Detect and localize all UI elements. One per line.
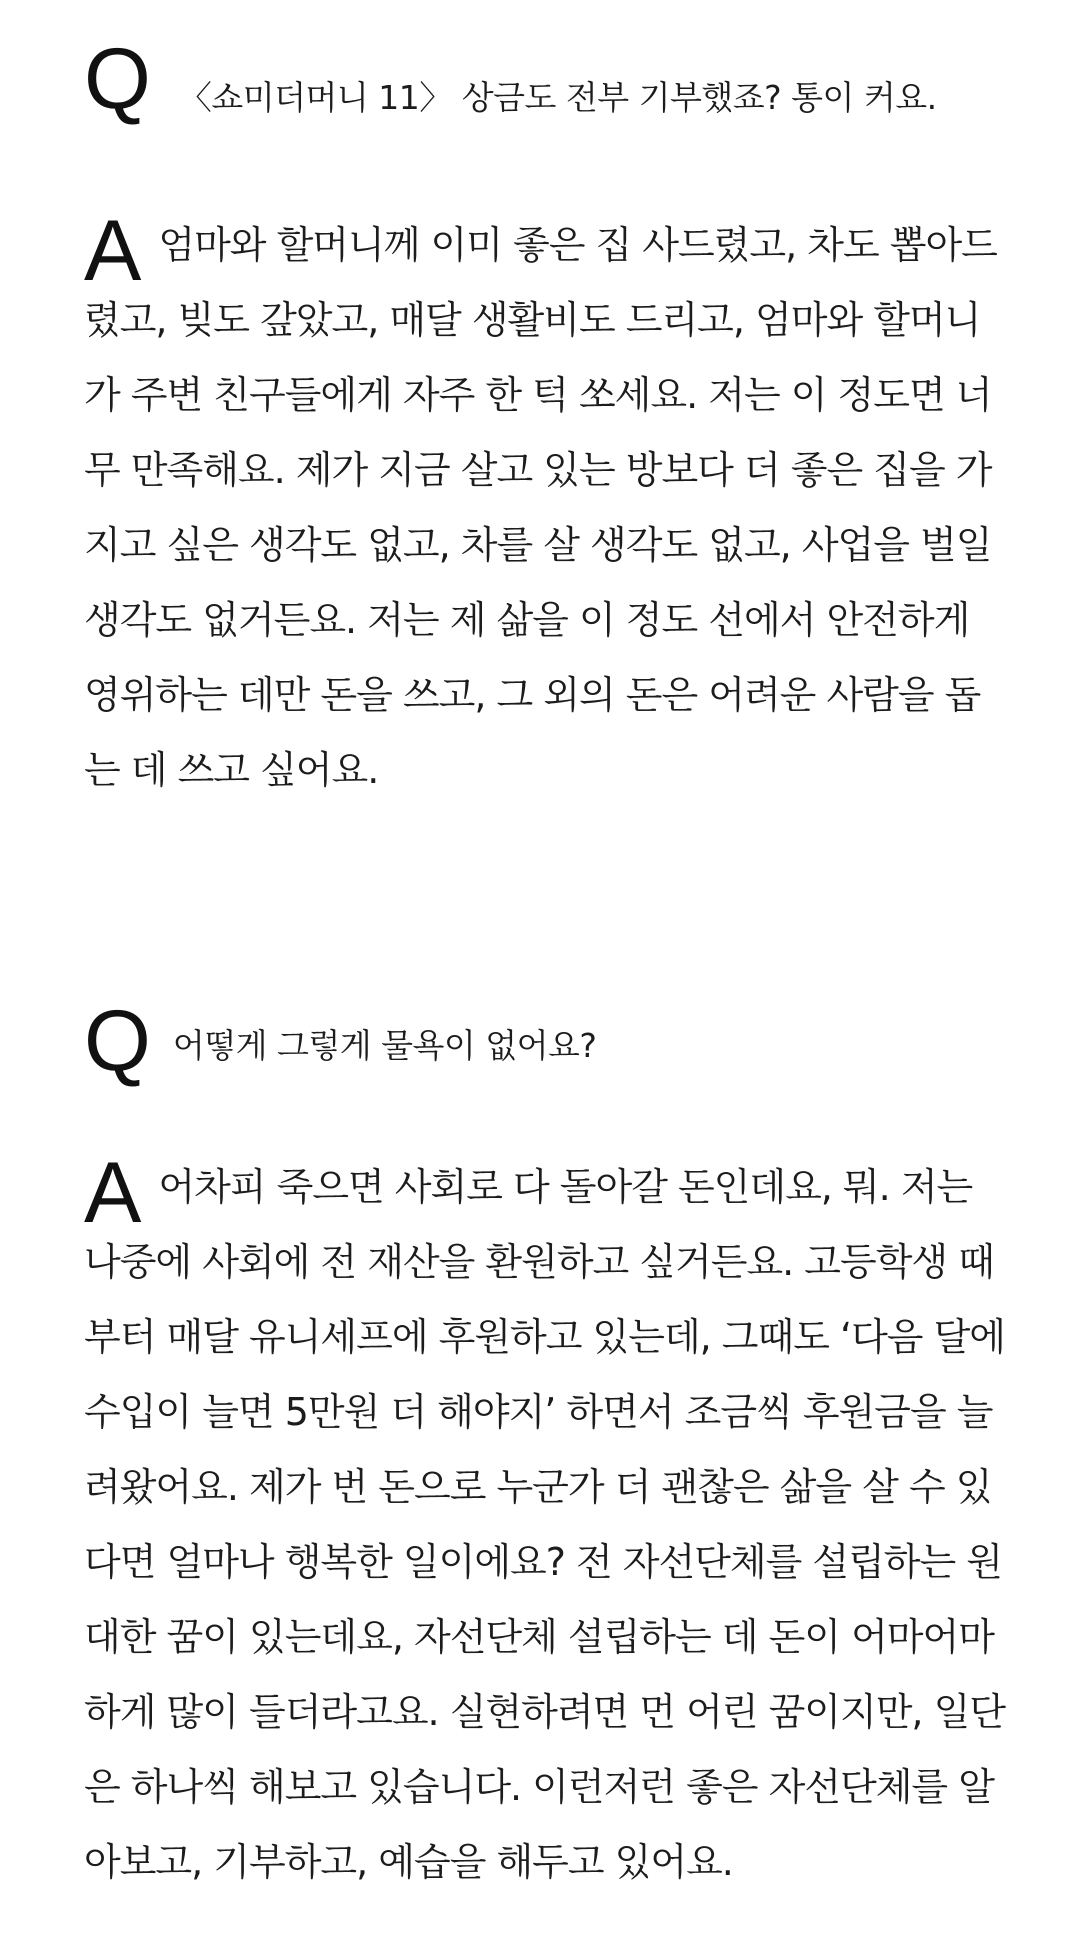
question-marker: Q [84,31,151,127]
answer-text: 엄마와 할머니께 이미 좋은 집 사드렸고, 차도 뽑아드렸고, 빚도 갚았고, 매달 생활비도 드리고, 엄마와 할머니가 주변 친구들에게 자주 한 턱 쏘세요. 저는 이 정도면 너무 만족해요. 제가 지금 살고 있는 방보다 더 좋은 집을 가지고 싶은 생각도 없고, 차를 살 생각도 없고, 사업을 벌일 생각도 없거든요. 저는 제 삶을 이 정도 선에서 안전하게 영위하는 데만 돈을 쓰고, 그 외의 돈은 어려운 사람을 돕는 데 쓰고 싶어요. [84,223,997,792]
answer-paragraph [84,1145,1014,1900]
question-1 [84,31,937,127]
answer-paragraph [84,203,1014,808]
question-2 [84,993,597,1089]
answer-1 [84,203,1014,808]
answer-marker: A [84,1145,141,1241]
answer-marker: A [84,203,141,299]
question-marker: Q [84,993,151,1089]
question-text: 〈쇼미더머니 11〉 상금도 전부 기부했죠? 통이 커요. [178,78,937,117]
answer-text: 어차피 죽으면 사회로 다 돌아갈 돈인데요, 뭐. 저는 나중에 사회에 전 재산을 환원하고 싶거든요. 고등학생 때부터 매달 유니세프에 후원하고 있는데, 그때도 ‘다음 달에 수입이 늘면 5만원 더 해야지’ 하면서 조금씩 후원금을 늘려왔어요. 제가 번 돈으로 누군가 더 괜찮은 삶을 살 수 있다면 얼마나 행복한 일이에요? 전 자선단체를 설립하는 원대한 꿈이 있는데요, 자선단체 설립하는 데 돈이 어마어마하게 많이 들더라고요. 실현하려면 먼 어린 꿈이지만, 일단은 하나씩 해보고 있습니다. 이런저런 좋은 자선단체를 알아보고, 기부하고, 예습을 해두고 있어요. [84,1165,1005,1884]
answer-2 [84,1145,1014,1900]
question-text: 어떻게 그렇게 물욕이 없어요? [172,1026,597,1065]
